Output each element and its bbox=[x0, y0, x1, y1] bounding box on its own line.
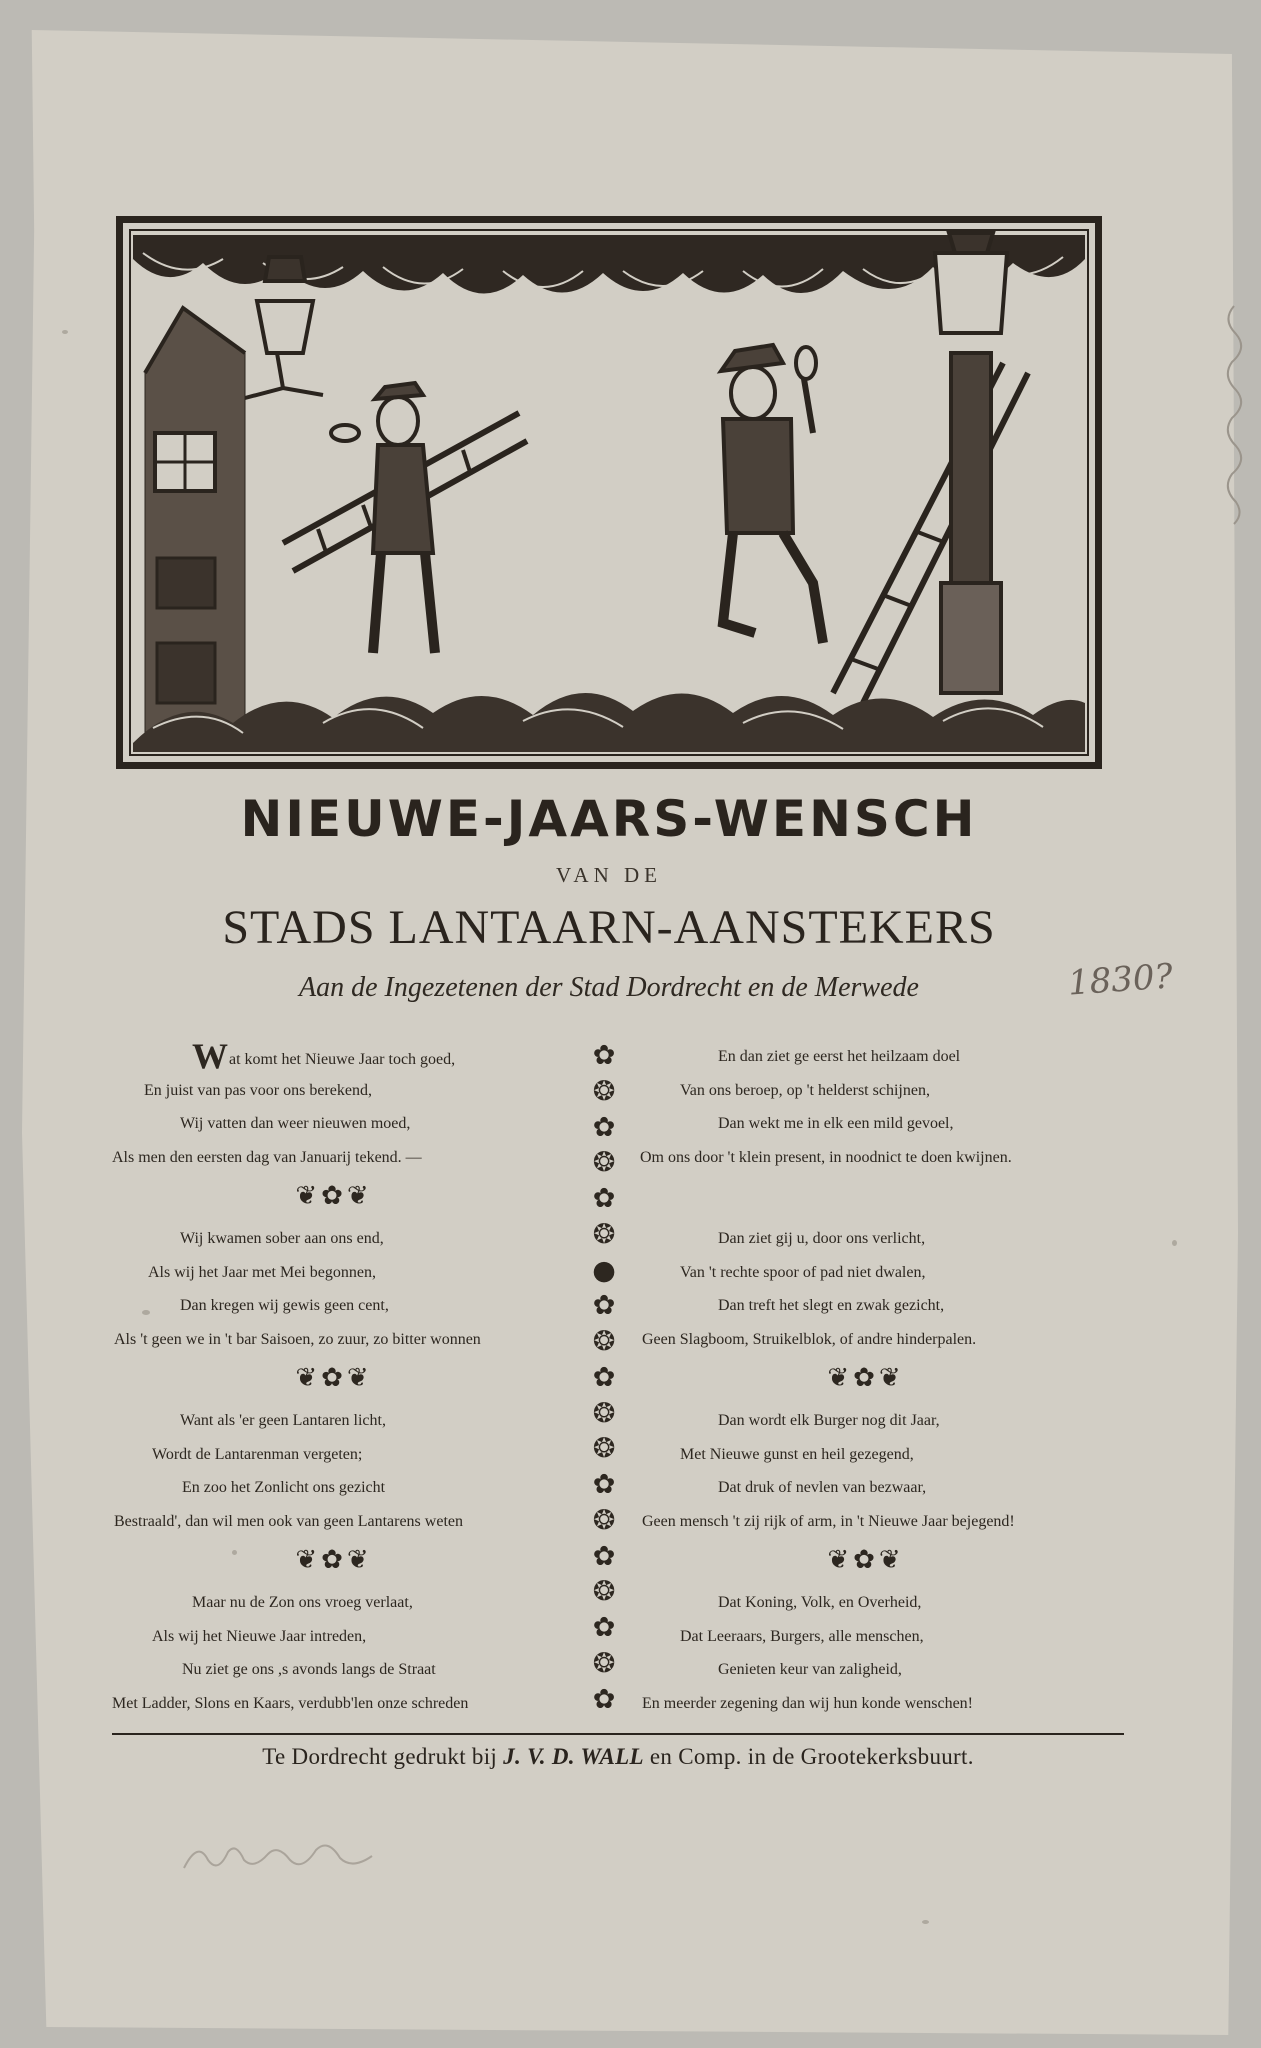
poem-line: Wij kwamen sober aan ons end, bbox=[180, 1230, 384, 1247]
ornamental-column-divider bbox=[582, 1040, 626, 1715]
imprint-before: Te Dordrecht gedrukt bij bbox=[262, 1744, 504, 1769]
poem-line: En zoo het Zonlicht ons gezicht bbox=[182, 1479, 386, 1496]
divider-ornament: ✿ bbox=[592, 1183, 616, 1215]
divider-ornament: ✿ bbox=[592, 1612, 616, 1644]
paper-fleck bbox=[62, 330, 68, 334]
dedication-line: Aan de Ingezetenen der Stad Dordrecht en de Merwede bbox=[299, 972, 919, 1003]
subtitle-large: STADS LANTAARN-AANSTEKERS bbox=[222, 901, 996, 954]
stanza-8 bbox=[640, 1586, 1092, 1720]
paper-fleck bbox=[922, 1920, 929, 1924]
stanza-7 bbox=[640, 1404, 1092, 1538]
divider-ornament: ❂ bbox=[592, 1576, 616, 1608]
stanza-ornament: ❦✿❦ bbox=[295, 1181, 373, 1210]
stanza-1 bbox=[108, 1036, 560, 1174]
stanza-ornament: ❦✿❦ bbox=[295, 1545, 373, 1574]
poem-line: Genieten keur van zaligheid, bbox=[718, 1661, 902, 1678]
poem-line: Want als 'er geen Lantaren licht, bbox=[180, 1412, 386, 1429]
poem-line: Maar nu de Zon ons vroeg verlaat, bbox=[192, 1594, 413, 1611]
divider-ornament: ● bbox=[592, 1254, 616, 1286]
poem-right-column bbox=[640, 1040, 1092, 1720]
document-title: NIEUWE-JAARS-WENSCH bbox=[240, 790, 978, 848]
lamplighter-climbing bbox=[721, 345, 823, 643]
poem-line: Wat komt het Nieuwe Jaar toch goed, bbox=[192, 1036, 456, 1076]
stanza-6 bbox=[640, 1222, 1092, 1356]
poem-line: Dat druk of nevlen van bezwaar, bbox=[718, 1479, 927, 1496]
poem-line: Met Nieuwe gunst en heil gezegend, bbox=[680, 1445, 914, 1463]
ground-foliage bbox=[133, 693, 1085, 752]
handwritten-date: 1830? bbox=[1066, 956, 1175, 1004]
poem-line: Dan ziet gij u, door ons verlicht, bbox=[718, 1230, 926, 1247]
subtitle-small: VAN DE bbox=[555, 863, 663, 887]
woodcut-drawing bbox=[123, 223, 1095, 762]
lamplighter-with-ladder bbox=[283, 383, 527, 653]
poem-line: En dan ziet ge eerst het heilzaam doel bbox=[718, 1048, 961, 1065]
divider-ornament: ✿ bbox=[592, 1683, 616, 1715]
stanza-ornament bbox=[640, 1174, 1092, 1222]
imprint-rule bbox=[112, 1733, 1124, 1735]
drop-cap: W bbox=[192, 1036, 228, 1076]
poem-line: Wij vatten dan weer nieuwen moed, bbox=[180, 1115, 411, 1132]
lamp-post bbox=[833, 233, 1028, 703]
poem-line: Dan wekt me in elk een mild gevoel, bbox=[718, 1115, 954, 1132]
poem-line: Van ons beroep, op 't helderst schijnen, bbox=[680, 1081, 930, 1099]
divider-ornament: ✿ bbox=[592, 1361, 616, 1393]
printer-imprint bbox=[112, 1744, 1124, 1770]
poem-line: En meerder zegening dan wij hun konde wenschen! bbox=[642, 1694, 973, 1712]
poem-line: En juist van pas voor ons berekend, bbox=[144, 1081, 372, 1099]
divider-ornament: ✿ bbox=[592, 1540, 616, 1572]
divider-ornament: ✿ bbox=[592, 1040, 616, 1071]
poem-line: Om ons door 't klein present, in noodnict te doen kwijnen. bbox=[640, 1148, 1012, 1166]
woodcut-illustration bbox=[116, 216, 1102, 769]
poem-line: Als men den eersten dag van Januarij tekend. — bbox=[112, 1148, 422, 1166]
poem-line: Bestraald', dan wil men ook van geen Lantarens weten bbox=[114, 1512, 463, 1530]
divider-ornament: ❂ bbox=[592, 1326, 616, 1358]
poem-line: Dat Leeraars, Burgers, alle menschen, bbox=[680, 1627, 924, 1645]
stanza-4 bbox=[108, 1586, 560, 1720]
stanza-2 bbox=[108, 1222, 560, 1356]
divider-ornament: ❂ bbox=[592, 1433, 616, 1465]
divider-ornament: ❂ bbox=[592, 1504, 616, 1536]
divider-ornament: ❂ bbox=[592, 1075, 616, 1107]
divider-ornament: ❂ bbox=[592, 1147, 616, 1179]
poem-left-column bbox=[108, 1036, 560, 1720]
stanza-5 bbox=[640, 1040, 1092, 1174]
poem-line: Nu ziet ge ons ,s avonds langs de Straat bbox=[182, 1661, 436, 1678]
paper-fleck bbox=[1172, 1240, 1177, 1246]
poem-line: Geen Slagboom, Struikelblok, of andre hinderpalen. bbox=[642, 1330, 977, 1348]
poem-line: Als wij het Jaar met Mei begonnen, bbox=[148, 1263, 376, 1281]
poem-line: Van 't rechte spoor of pad niet dwalen, bbox=[680, 1263, 926, 1281]
stanza-ornament: ❦✿❦ bbox=[295, 1363, 373, 1392]
divider-ornament: ✿ bbox=[592, 1290, 616, 1322]
poem-line: Met Ladder, Slons en Kaars, verdubb'len onze schreden bbox=[112, 1694, 469, 1712]
poem-line: Wordt de Lantarenman vergeten; bbox=[152, 1445, 363, 1463]
poem-line: Dat Koning, Volk, en Overheid, bbox=[718, 1594, 922, 1611]
divider-ornament: ❂ bbox=[592, 1648, 616, 1680]
divider-ornament: ✿ bbox=[592, 1111, 616, 1143]
poem-line: Geen mensch 't zij rijk of arm, in 't Nieuwe Jaar bejegend! bbox=[642, 1512, 1015, 1530]
imprint-after: en Comp. in de Grootekerksbuurt. bbox=[643, 1744, 974, 1769]
divider-ornament: ❂ bbox=[592, 1218, 616, 1250]
stanza-3 bbox=[108, 1404, 560, 1538]
poem-line: Dan kregen wij gewis geen cent, bbox=[180, 1297, 389, 1314]
stanza-ornament: ❦✿❦ bbox=[827, 1363, 905, 1392]
imprint-printer: J. V. D. WALL bbox=[503, 1744, 644, 1769]
poem-line: Dan wordt elk Burger nog dit Jaar, bbox=[718, 1412, 940, 1429]
stanza-ornament: ❦✿❦ bbox=[827, 1545, 905, 1574]
brick-house bbox=[145, 308, 245, 743]
poem-line: Dan treft het slegt en zwak gezicht, bbox=[718, 1297, 945, 1314]
poem-line: Als wij het Nieuwe Jaar intreden, bbox=[152, 1627, 367, 1645]
divider-ornament: ❂ bbox=[592, 1397, 616, 1429]
margin-handwriting bbox=[1214, 300, 1254, 530]
divider-ornament: ✿ bbox=[592, 1469, 616, 1501]
pencil-signature bbox=[178, 1830, 378, 1880]
poem-line: Als 't geen we in 't bar Saisoen, zo zuur, zo bitter wonnen bbox=[114, 1330, 481, 1348]
